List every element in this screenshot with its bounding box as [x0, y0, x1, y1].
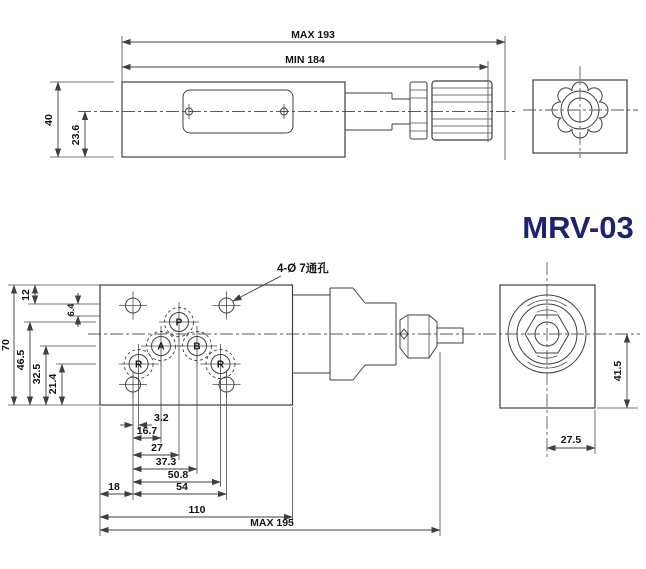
svg-text:21.4: 21.4	[47, 373, 59, 395]
hole-note-text: 4-Ø 7通孔	[277, 263, 329, 275]
dim-max-195	[100, 517, 440, 530]
port-label-r-left: R	[134, 359, 143, 371]
dim-37-3	[133, 456, 197, 469]
dim-center-23-6	[70, 112, 85, 158]
dim-54	[133, 481, 227, 494]
dim-18	[100, 481, 133, 494]
dim-41-5	[597, 334, 638, 408]
port-label-a: A	[157, 341, 165, 353]
dims-vertical	[0, 285, 100, 405]
svg-text:27.5: 27.5	[560, 434, 582, 446]
dim-16-7	[133, 425, 161, 438]
svg-text:46.5: 46.5	[15, 349, 27, 371]
svg-text:3.2: 3.2	[154, 412, 169, 424]
dim-21-4	[47, 364, 62, 405]
svg-text:70: 70	[0, 339, 12, 351]
valve-body-outline	[122, 82, 345, 157]
svg-text:41.5: 41.5	[612, 360, 624, 382]
dim-27-5	[547, 410, 595, 454]
knob-end-view	[523, 66, 638, 158]
dim-3-2	[120, 412, 169, 425]
dim-label-height: 40	[43, 114, 55, 126]
dim-label-min-length: MIN 184	[285, 54, 325, 66]
svg-text:MAX 195: MAX 195	[250, 517, 294, 529]
dims-horizontal	[100, 332, 440, 536]
svg-text:27: 27	[151, 442, 163, 454]
top-view	[43, 29, 515, 160]
svg-text:54: 54	[176, 481, 188, 493]
port-label-b: B	[193, 341, 201, 353]
side-view-body	[500, 285, 595, 408]
lock-collar	[410, 82, 427, 139]
dim-46-5	[15, 322, 30, 405]
svg-text:16.7: 16.7	[136, 425, 158, 437]
side-end-view	[483, 262, 640, 458]
svg-text:37.3: 37.3	[155, 456, 177, 468]
dim-label-center-height: 23.6	[70, 124, 82, 146]
svg-text:50.8: 50.8	[167, 469, 189, 481]
svg-text:12: 12	[20, 289, 32, 301]
dim-12	[20, 285, 35, 304]
dim-min-184	[122, 54, 488, 142]
dim-110	[100, 504, 293, 517]
svg-text:6.4: 6.4	[66, 303, 76, 317]
dim-32-5	[31, 346, 46, 405]
port-r-right	[201, 344, 241, 384]
dim-70	[0, 285, 14, 405]
svg-text:110: 110	[188, 504, 206, 516]
main-view	[0, 261, 482, 536]
port-label-p: P	[175, 317, 183, 329]
adjust-knob	[432, 81, 492, 140]
dim-27	[133, 442, 179, 455]
port-label-r-right: R	[216, 359, 225, 371]
dim-label-max-length: MAX 193	[291, 29, 335, 41]
svg-text:18: 18	[108, 481, 120, 493]
model-title: MRV-03	[522, 210, 634, 245]
svg-text:32.5: 32.5	[31, 363, 43, 385]
